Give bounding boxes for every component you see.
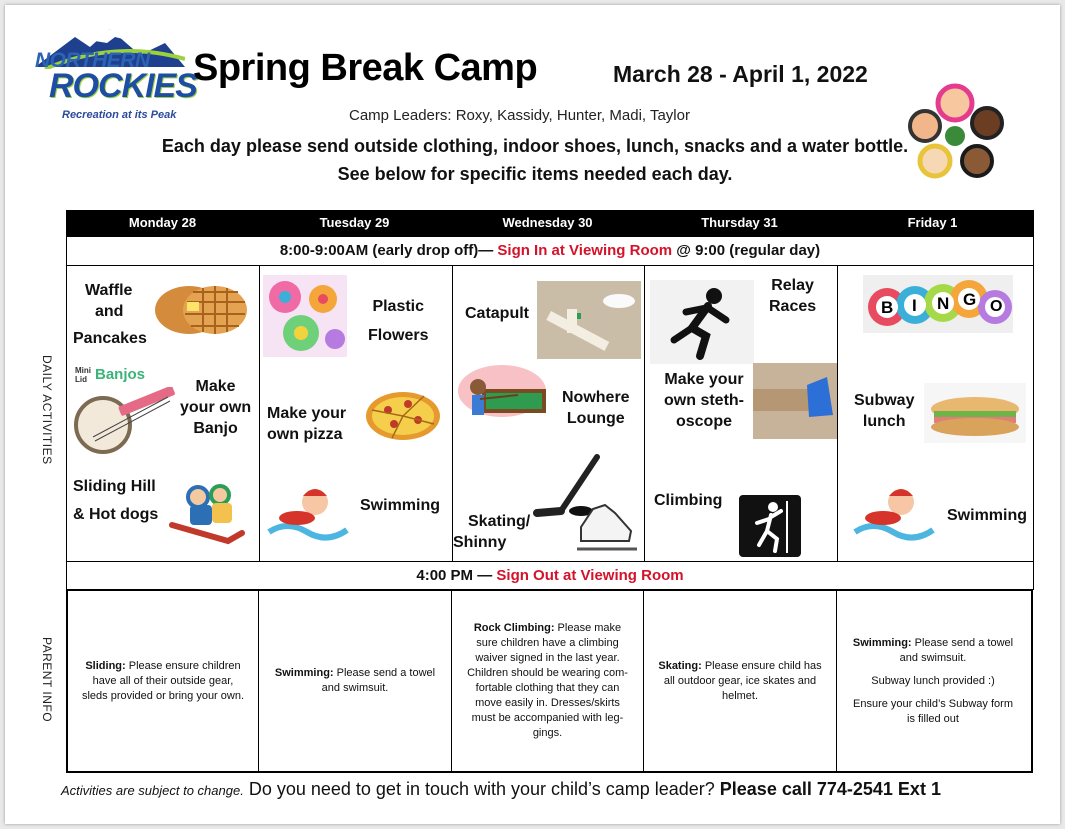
camp-dates: March 28 - April 1, 2022 bbox=[613, 61, 868, 87]
dropoff-regular: @ 9:00 (regular day) bbox=[672, 242, 821, 259]
plastic-flowers-icon bbox=[263, 275, 347, 357]
banjo-icon bbox=[73, 387, 178, 457]
info-tuesday: Swimming: Please send a towel and swimsuit. bbox=[274, 667, 436, 694]
info-thursday: Skating: Please ensure child has all outdoor gear, ice skates and helmet. bbox=[658, 659, 822, 702]
running-person-icon bbox=[650, 280, 754, 364]
bingo-i: I bbox=[912, 296, 917, 315]
day-thursday: Thursday 31 bbox=[701, 215, 778, 230]
waffle-icon bbox=[153, 280, 249, 338]
activity-climbing: Climbing bbox=[654, 492, 723, 509]
dropoff-bar bbox=[66, 236, 1034, 266]
page-title: Spring Break Camp bbox=[193, 47, 538, 89]
pickup-bar bbox=[66, 561, 1034, 590]
activity-skating: Skating/ Shinny bbox=[453, 513, 531, 551]
footer-note bbox=[61, 779, 941, 800]
pickup-time: 4:00 PM — bbox=[416, 567, 497, 584]
bingo-n: N bbox=[937, 294, 950, 313]
sled-kids-icon bbox=[168, 475, 246, 547]
footer-question: Do you need to get in touch with your child’s camp leader? bbox=[243, 779, 715, 799]
pickup-sign-out: Sign Out at Viewing Room bbox=[496, 567, 684, 584]
day-wednesday: Wednesday 30 bbox=[502, 215, 593, 230]
activity-banjo: Make your own Banjo bbox=[180, 378, 252, 437]
catapult-icon bbox=[537, 281, 641, 359]
logo-tagline: Recreation at its Peak bbox=[62, 109, 177, 121]
activity-relay-races: Relay Races bbox=[769, 277, 817, 315]
pool-table-icon bbox=[458, 365, 548, 431]
daily-activities-label: DAILY ACTIVITIES bbox=[40, 355, 54, 465]
day-monday: Monday 28 bbox=[128, 215, 197, 230]
bingo-g: G bbox=[963, 290, 977, 309]
activity-swimming-tue: Swimming bbox=[360, 497, 441, 514]
hockey-skate-icon bbox=[533, 453, 643, 555]
footer-phone: Please call 774-2541 Ext 1 bbox=[714, 779, 941, 799]
stethoscope-icon bbox=[753, 363, 837, 439]
day-friday: Friday 1 bbox=[907, 215, 958, 230]
instruction-line-2: See below for specific items needed each day. bbox=[337, 164, 733, 184]
bingo-b: B bbox=[881, 298, 894, 317]
bingo-o: O bbox=[990, 298, 1003, 315]
swimmer-icon-fri bbox=[853, 480, 937, 550]
activity-swimming-fri: Swimming bbox=[947, 507, 1028, 524]
activity-stethoscope: Make your own steth- oscope bbox=[664, 371, 744, 430]
dropoff-time: 8:00-9:00AM (early drop off)— bbox=[279, 242, 498, 259]
info-wednesday: Rock Climbing: Please make sure children have a climbing waiver signed in the last year. Children should be wearing com- fortable clothing that they can move easily in. Dresses/skirts must be accompanied with leg- gings. bbox=[467, 622, 628, 739]
camp-leaders: Camp Leaders: Roxy, Kassidy, Hunter, Madi, Taylor bbox=[349, 107, 690, 124]
activity-nowhere-lounge: Nowhere Lounge bbox=[562, 389, 630, 427]
banjo-badge: Mini Lid bbox=[75, 366, 91, 384]
logo-line1: NORTHERN bbox=[35, 49, 150, 72]
weekday-header-row bbox=[66, 210, 1034, 236]
activity-waffle: Waffle and Pancakes bbox=[73, 282, 147, 347]
activity-subway-lunch: Subway lunch bbox=[854, 392, 915, 430]
footer-disclaimer: Activities are subject to change. bbox=[61, 783, 244, 798]
pizza-icon bbox=[364, 390, 442, 442]
activity-sliding: Sliding Hill & Hot dogs bbox=[73, 478, 159, 523]
day-tuesday: Tuesday 29 bbox=[319, 215, 390, 230]
info-friday: Swimming: Please send a towel and swimsuit. Subway lunch provided :) Ensure your child’s Subway form is filled out bbox=[852, 636, 1014, 725]
sandwich-icon bbox=[924, 383, 1026, 443]
swimmer-icon bbox=[267, 480, 351, 550]
kids-faces-icon bbox=[905, 81, 1005, 181]
instruction-line-1: Each day please send outside clothing, indoor shoes, lunch, snacks and a water bottle. bbox=[161, 136, 909, 156]
climbing-icon bbox=[739, 495, 801, 557]
activity-plastic-flowers: Plastic Flowers bbox=[368, 298, 429, 344]
dropoff-sign-in: Sign In at Viewing Room bbox=[497, 242, 673, 259]
bingo-balls bbox=[863, 275, 1013, 333]
logo-line2: ROCKIES bbox=[49, 67, 197, 105]
info-monday: Sliding: Please ensure children have all of their outside gear, sleds provided or bring your own. bbox=[81, 659, 245, 702]
parent-info-row bbox=[66, 589, 1033, 773]
activity-pizza: Make your own pizza bbox=[267, 405, 347, 443]
banjo-title: Banjos bbox=[95, 366, 146, 383]
camp-flyer-page bbox=[5, 5, 1060, 824]
activity-catapult: Catapult bbox=[465, 305, 529, 322]
parent-info-label: PARENT INFO bbox=[40, 637, 54, 723]
